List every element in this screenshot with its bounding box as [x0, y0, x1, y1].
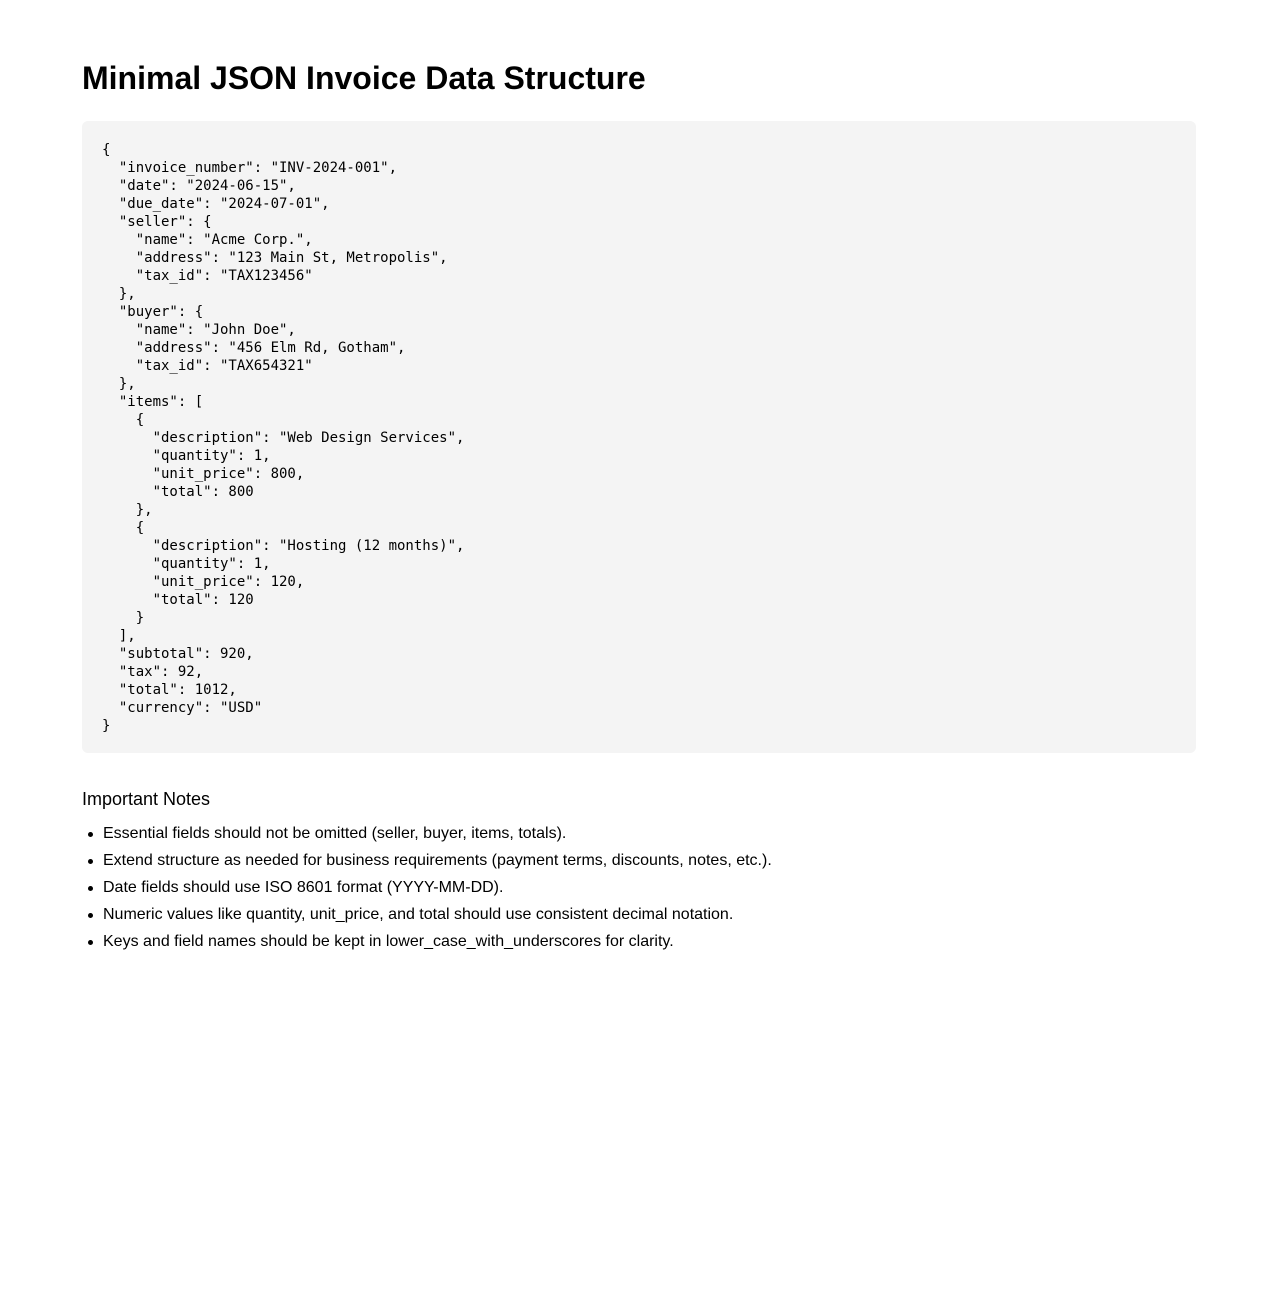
bullet-icon	[88, 832, 93, 837]
code-line: "items": [	[102, 394, 204, 410]
code-line: },	[102, 286, 136, 302]
code-line: "total": 800	[102, 484, 254, 500]
code-line: "unit_price": 800,	[102, 466, 305, 482]
note-text: Numeric values like quantity, unit_price, and total should use consistent decimal notation.	[103, 906, 734, 923]
bullet-icon	[88, 940, 93, 945]
code-line: "total": 120	[102, 592, 254, 608]
code-line: },	[102, 376, 136, 392]
note-item	[82, 876, 772, 903]
code-line: "address": "123 Main St, Metropolis",	[102, 250, 448, 266]
code-line: {	[102, 412, 145, 428]
code-line: "tax_id": "TAX123456"	[102, 268, 313, 284]
code-line: "quantity": 1,	[102, 448, 271, 464]
note-item	[82, 930, 772, 957]
code-line: }	[102, 718, 111, 734]
code-line: "quantity": 1,	[102, 556, 271, 572]
note-text: Date fields should use ISO 8601 format (YYYY-MM-DD).	[103, 879, 504, 896]
code-line: "subtotal": 920,	[102, 646, 254, 662]
code-line: "tax": 92,	[102, 664, 204, 680]
json-code-block	[82, 121, 1196, 753]
code-line: "currency": "USD"	[102, 700, 263, 716]
code-line: "description": "Web Design Services",	[102, 430, 465, 446]
note-text: Essential fields should not be omitted (seller, buyer, items, totals).	[103, 825, 567, 842]
code-line: "name": "Acme Corp.",	[102, 232, 313, 248]
bullet-icon	[88, 913, 93, 918]
code-line: "unit_price": 120,	[102, 574, 305, 590]
code-line: {	[102, 142, 111, 158]
notes-heading: Important Notes	[82, 789, 211, 809]
notes-list	[82, 822, 772, 957]
code-line: "invoice_number": "INV-2024-001",	[102, 160, 398, 176]
code-line: "name": "John Doe",	[102, 322, 296, 338]
code-line: },	[102, 502, 153, 518]
note-text: Extend structure as needed for business requirements (payment terms, discounts, notes, etc.).	[103, 852, 772, 869]
note-item	[82, 849, 772, 876]
code-line: }	[102, 610, 145, 626]
code-line: "buyer": {	[102, 304, 204, 320]
code-line: {	[102, 520, 145, 536]
code-line: "seller": {	[102, 214, 212, 230]
page-title: Minimal JSON Invoice Data Structure	[82, 60, 646, 96]
code-line: "address": "456 Elm Rd, Gotham",	[102, 340, 406, 356]
code-line: "total": 1012,	[102, 682, 237, 698]
note-item	[82, 903, 772, 930]
bullet-icon	[88, 859, 93, 864]
code-line: ],	[102, 628, 136, 644]
code-line: "date": "2024-06-15",	[102, 178, 296, 194]
bullet-icon	[88, 886, 93, 891]
note-item	[82, 822, 772, 849]
note-text: Keys and field names should be kept in lower_case_with_underscores for clarity.	[103, 933, 674, 950]
code-line: "description": "Hosting (12 months)",	[102, 538, 465, 554]
code-line: "tax_id": "TAX654321"	[102, 358, 313, 374]
code-line: "due_date": "2024-07-01",	[102, 196, 330, 212]
